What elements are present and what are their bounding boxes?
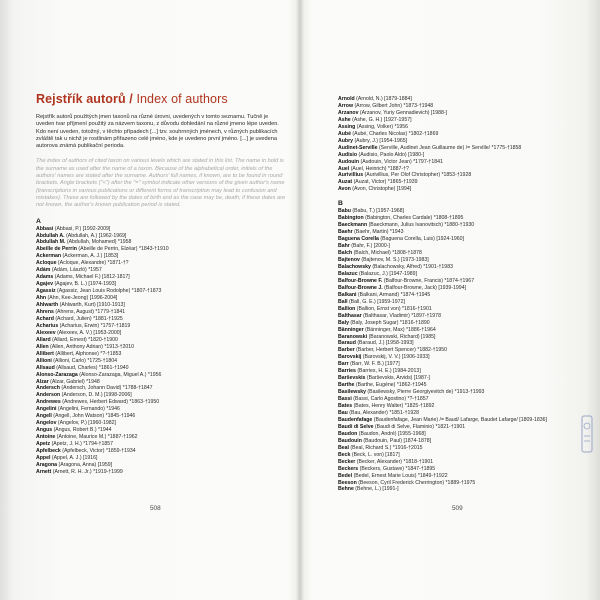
author-entry: Allibert (Allibert, Alphonse) *?-†1853 [36,350,122,357]
author-entry: Angelini (Angelini, Fernando) *1946 [36,406,120,413]
author-entry: Apetz (Apetz, J. H.) *1794-†1857 [36,441,113,448]
author-entry: Barries (Barries, H. E.) [1984-2013] [338,368,421,375]
author-entry: Antoine (Antoine, Maurice M.) *1887-†1962 [36,434,138,441]
author-entry: Barr (Barr, W. F. B.) [1977] [338,361,400,368]
author-entry: Assing (Assing, Volker) *1956 [338,123,409,130]
author-entry: Behne (Behne, L.) [1991-] [338,486,399,493]
author-entry: Angell (Angell, John Watson) *1845-†1946 [36,413,136,420]
author-entry: Beck (Beck, L. von) [1817] [338,451,400,458]
page-title [36,92,288,106]
author-entry: Angelov (Angelov, P.) [1960-1982] [36,420,116,427]
author-entry: Barber (Barber, Herbert Spencer) *1882-†1950 [338,347,448,354]
author-entry: Bänninger (Bänninger, Max) *1886-†1964 [338,326,436,333]
author-entry: Anderson (Anderson, D. M.) [1998-2006] [36,392,132,399]
author-entry: Angus (Angus, Robert B.) *1944 [36,427,112,434]
left-page [0,0,298,600]
author-entry: Ádám (Ádám, László) *1957 [36,267,102,274]
section-letter-a: A [36,217,41,225]
author-entry: Baudi di Selve (Baudi di Selve, Flaminio) *1821-†1901 [338,423,466,430]
author-entry: Audisio (Audisio, Paolo Aldo) [1980-] [338,151,425,158]
author-entry: Beckers (Beckers, Gustave) *1847-†1895 [338,465,436,472]
author-entry: Balfour-Browne F. (Balfour-Browne, Francis) *1874-†1967 [338,277,475,284]
author-entry: Barševskis (Barševskis, Arvids) [1987-] [338,375,430,382]
author-entry: Bassi (Bassi, Carlo Agostino) *?-†1857 [338,396,429,403]
author-entry: Baly (Baly, Joseph Sugar) *1816-†1890 [338,319,430,326]
author-entry: Baraud (Baraud, J.) [1958-1993] [338,340,414,347]
author-entry: Appel (Appel, A. J.) [1916] [36,455,98,462]
author-entry: Ahrens (Ahrens, August) *1779-†1841 [36,309,126,315]
section-letter-b: B [338,200,343,208]
author-entry: Beeson (Beeson, Cyril Frederick Cherrington) *1889-†1975 [338,479,476,486]
author-entry: Bajtenov (Bajtenov, M. S.) [1973-1983] [338,257,429,264]
author-entry: Ballion (Ballion, Ernst von) *1816-†1901 [338,305,432,312]
author-entry: Aubé (Aubé, Charles Nicolas) *1802-†1869 [338,130,439,137]
author-entry: Balachowsky (Balachowsky, Alfred) *1901-†1983 [338,263,453,270]
author-entry: Agajev (Agajev, B. L.) [1974-1993] [36,281,117,288]
author-entry: Ackerman (Ackerman, A. J.) [1853] [36,253,119,260]
author-entry: Auzat (Auzat, Victor) *1865-†1939 [338,179,418,186]
author-entry: Babu (Babu, T.) [1957-1968] [338,208,404,215]
author-list-a [36,226,288,476]
page-number-left: 508 [150,505,161,512]
author-entry: Bau (Bau, Alexander) *1851-†1928 [338,409,420,416]
author-entry: Ashe (Ashe, G. H.) [1927-1957] [338,116,412,123]
author-entry: Abbasi (Abbasi, P.) [1992-2009] [36,225,111,232]
author-entry: Aragona (Aragona, Anna) [1959] [36,461,113,468]
author-list-a-continued [338,96,590,193]
author-entry: Beal (Beal, Richard S.) *1916-†2015 [338,444,423,451]
author-entry: Baudon (Baudon, André) [1955-1968] [338,430,426,437]
author-entry: Abdullah A. (Abdullah, A.) [1962-1969] [36,232,127,239]
author-entry: Allen (Allen, Anthony Adrian) *1913-†2010 [36,343,135,350]
author-list-b [338,208,590,493]
author-entry: Balch (Balch, Michael) *1808-†1878 [338,250,422,257]
author-entry: Baeckmann (Baeckmann, Julius Ivanovitsch) *1880-†1930 [338,222,475,229]
author-entry: Balthasar (Balthasar, Vladimir) *1897-†1978 [338,312,441,319]
author-entry: Baguena Corella (Baguena Corella, Luis) [1924-1960] [338,236,465,243]
author-entry: Allioni (Allioni, Carlo) *1725-†1804 [36,357,118,364]
author-entry: Alexeev (Alexeev, A. V.) [1953-2000] [36,329,122,336]
author-entry: Audinet-Serville (Serville, Audinet Jean Guillaume de) /= Serville/ *1775-†1858 [338,144,522,151]
author-entry: Audouin (Audouin, Victor Jean) *1797-†1841 [338,158,443,165]
author-entry: Andersch (Andersch, Johann David) *1788-†1847 [36,385,153,392]
page-number-right: 509 [452,505,463,512]
title-english: Index of authors [136,92,228,106]
title-separator: / [125,92,137,106]
right-page [302,0,600,600]
author-entry: Ball (Ball, G. E.) [1959-1972] [338,298,405,305]
author-entry: Aurivillius (Aurivillius, Per Olof Christopher) *1853-†1928 [338,172,472,179]
author-entry: Apfelbeck (Apfelbeck, Victor) *1859-†1934 [36,448,136,455]
author-entry: Babington (Babington, Charles Cardale) *1808-†1895 [338,215,464,222]
intro-english: The index of authors of cited taxon on various levels which are stated in this list. The name in bold is the surname as used after the name of a taxon. Because of the alphabetical order, initials of the authors' names are stated after the surname. Authors' full names, if known, are to be found in round brackets. Angle brackets ("<") after the "=" symbol indicate other versions of the given author's name (transcriptions in various publications or different forms of transcription may lead to confusion and mistakes). These are followed by the dates of birth and as the case may be, death; if these dates are not known, the author's known publication period is stated. [36,158,286,209]
author-entry: Baudenfafage (Baudenfafage, Jean Marie) /= Baud/ Lafarge, Baudet Lafarge/ [1809-1836] [338,416,547,423]
author-entry: Basilewsky (Basilewsky, Pierre Georgiyevitch de) *1913-†1993 [338,389,485,396]
library-stamp-icon [580,414,594,454]
author-entry: Allard (Allard, Ernest) *1820-†1900 [36,336,118,343]
author-entry: Achard (Achard, Julien) *1881-†1925 [36,315,123,322]
author-entry: Allsaud (Allsaud, Charles) *1861-†1940 [36,364,129,371]
author-entry: Acharius (Acharius, Erwin) *1757-†1819 [36,322,131,329]
author-entry: Ahlwarth (Ahlwarth, Kurt) [1910-1913] [36,302,125,309]
author-entry: Aubry (Aubry, J.) [1954-1965] [338,137,408,144]
author-entry: Becker (Becker, Alexander) *1818-†1901 [338,458,434,465]
author-entry: Baehr (Baehr, Martin) *1943 [338,229,404,236]
author-entry: Bates (Bates, Henry Walter) *1825-†1892 [338,403,435,410]
author-entry: Balkani (Balkani, Armand) *1874-†1945 [338,291,431,298]
author-entry: Balazuc (Balazuc, J.) [1947-1989] [338,270,418,277]
author-entry: Andrewes (Andrewes, Herbert Edward) *1863-†1950 [36,399,160,406]
author-entry: Baudouin (Baudouin, Paul) [1874-1878] [338,437,432,444]
author-entry: Arnold (Arnold, N.) [1879-1884] [338,96,412,102]
author-entry: Abdullah M. (Abdullah, Mohamed) *1958 [36,239,132,246]
author-entry: Abeille de Perrin (Abeille de Perrin, Elzéar) *1843-†1910 [36,246,169,253]
author-entry: Bedel (Bedel, Ernest Marie Louis) *1849-†1922 [338,472,448,479]
author-entry: Bahr (Bahr, F.) [2000-] [338,243,390,250]
author-entry: Acloque (Acloque, Alexandre) *1871-†? [36,260,129,267]
author-entry: Arrow (Arrow, Gilbert John) *1873-†1948 [338,102,434,109]
author-entry: Barovskij (Barovskij, V. V.) [1906-1933] [338,354,430,361]
intro-czech: Rejstřík autorů použitých jmen taxonů na různé úrovni, uvedených v tomto seznamu. Tučně je uveden tvar příjmení použitý za názvem taxonu, z důvodu dohledání na různé jmeno lépe uveden. Kdo není uveden, totožný, v těchto případech [...] tzv. souhrnných jménech, v různých publikacích zvláště tak u nichž je rostlinám přiřazeno celé jméno, kde je uvedeno první jméno. [...] je uvedena autorova známá publikační perioda. [36,114,279,150]
author-entry: Auel (Auel, Heinrich) *1887-†? [338,165,409,172]
author-entry: Adams (Adams, Michael F.) [1812-1817] [36,274,130,281]
author-entry: Arzanov (Arzanov, Yuriy Gennadievich) [1988-] [338,109,448,116]
right-page-content [338,96,590,493]
author-entry: Baranowski (Baranowski, Richard) [1985] [338,333,436,340]
left-page-content [36,92,288,476]
author-entry: Alzar (Alzar, Gabriel) *1948 [36,378,100,385]
author-entry: Alonso-Zarazaga (Alonso-Zarazaga, Miguel A.) *1956 [36,371,162,378]
author-entry: Arnett (Arnett, R. H. Jr.) *1919-†1999 [36,468,123,475]
author-entry: Avon (Avon, Christophe) [1994] [338,186,412,193]
author-entry: Balfour-Browne J. (Balfour-Browne, Jack) [1939-1994] [338,284,467,291]
author-entry: Ahn (Ahn, Kee-Jeong) [1996-2004] [36,295,118,302]
author-entry: Barthe (Barthe, Eugène) *1862-†1945 [338,382,427,389]
author-entry: Agassiz (Agassiz, Jean Louis Rodolphe) *1807-†1873 [36,288,162,295]
title-czech: Rejstřík autorů [36,92,126,106]
